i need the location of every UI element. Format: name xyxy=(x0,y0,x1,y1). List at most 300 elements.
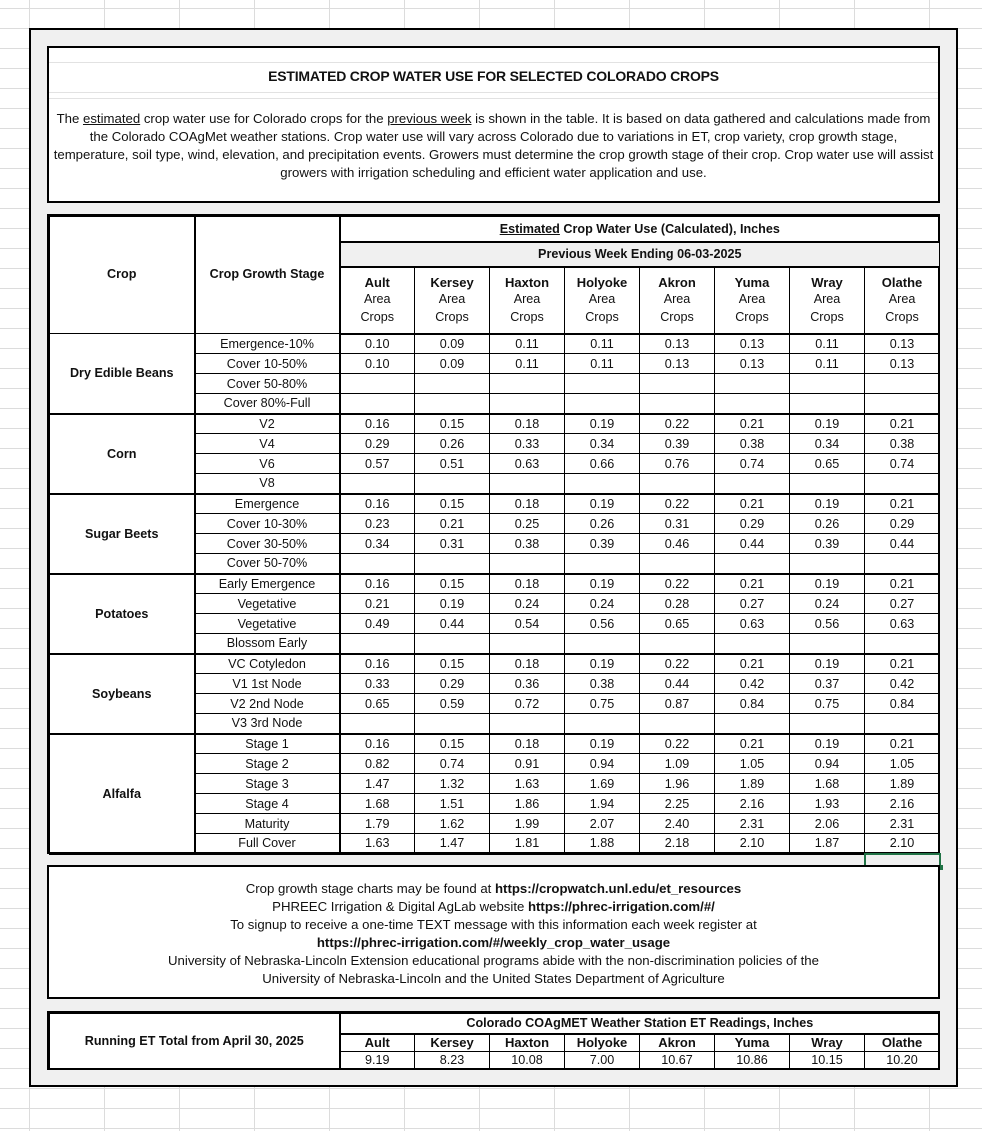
water-use-value: 0.21 xyxy=(415,514,490,534)
water-use-value: 0.29 xyxy=(715,514,790,534)
water-use-value: 1.89 xyxy=(715,774,790,794)
growth-stage-cell: Cover 30-50% xyxy=(195,534,340,554)
station-sub-crops: Crops xyxy=(885,309,919,324)
running-et-label: Running ET Total from April 30, 2025 xyxy=(50,1014,340,1069)
water-use-value: 0.33 xyxy=(490,434,565,454)
water-use-value: 0.24 xyxy=(565,594,640,614)
water-use-value: 0.37 xyxy=(790,674,865,694)
water-use-value: 0.22 xyxy=(640,494,715,514)
header-stage-label: Crop Growth Stage xyxy=(209,267,325,281)
water-use-value: 1.96 xyxy=(640,774,715,794)
water-use-value: 0.51 xyxy=(415,454,490,474)
station-name: Holyoke xyxy=(576,274,628,290)
growth-stage-cell: Stage 3 xyxy=(195,774,340,794)
et-station-holyoke: Holyoke xyxy=(565,1034,640,1052)
water-use-value: 0.13 xyxy=(865,334,940,354)
water-use-value: 0.56 xyxy=(790,614,865,634)
water-use-value: 2.40 xyxy=(640,814,715,834)
water-use-value: 0.28 xyxy=(640,594,715,614)
resource-line: University of Nebraska-Lincoln Extension educational programs abide with the non-discrimination policies of the xyxy=(168,953,819,968)
et-total-value: 9.19 xyxy=(340,1052,415,1069)
water-use-value: 2.25 xyxy=(640,794,715,814)
growth-stage-cell: Cover 10-30% xyxy=(195,514,340,534)
water-use-value: 0.21 xyxy=(865,574,940,594)
resources-text xyxy=(49,880,938,988)
water-use-value: 2.16 xyxy=(865,794,940,814)
crop-name-corn: Corn xyxy=(50,414,195,494)
water-use-value: 0.22 xyxy=(640,574,715,594)
water-use-value: 0.36 xyxy=(490,674,565,694)
water-use-value: 0.72 xyxy=(490,694,565,714)
water-use-value: 1.88 xyxy=(565,834,640,854)
water-use-value: 0.56 xyxy=(565,614,640,634)
water-use-value: 0.21 xyxy=(715,654,790,674)
water-use-value: 0.33 xyxy=(340,674,415,694)
growth-stage-cell: Stage 4 xyxy=(195,794,340,814)
water-use-value xyxy=(340,714,415,734)
water-use-value xyxy=(415,554,490,574)
water-use-value: 0.13 xyxy=(865,354,940,374)
water-use-value: 2.10 xyxy=(865,834,940,854)
growth-stage-cell: V8 xyxy=(195,474,340,494)
growth-stage-cell: V2 xyxy=(195,414,340,434)
water-use-value xyxy=(865,634,940,654)
water-use-value: 1.51 xyxy=(415,794,490,814)
crop-name-sugar-beets: Sugar Beets xyxy=(50,494,195,574)
water-use-value: 0.34 xyxy=(790,434,865,454)
table-row xyxy=(50,654,940,674)
cell-gridline xyxy=(49,92,938,93)
station-sub-crops: Crops xyxy=(660,309,694,324)
growth-stage-cell: VC Cotyledon xyxy=(195,654,340,674)
water-use-value: 0.27 xyxy=(865,594,940,614)
water-use-value: 0.76 xyxy=(640,454,715,474)
et-total-value: 7.00 xyxy=(565,1052,640,1069)
growth-stage-cell: Blossom Early xyxy=(195,634,340,654)
water-use-value: 1.09 xyxy=(640,754,715,774)
water-use-value: 0.44 xyxy=(415,614,490,634)
resource-line xyxy=(49,934,938,952)
water-use-value: 0.19 xyxy=(565,574,640,594)
water-use-value xyxy=(790,554,865,574)
water-use-value: 0.38 xyxy=(715,434,790,454)
water-use-value: 0.31 xyxy=(415,534,490,554)
intro-text: crop water use for Colorado crops for the xyxy=(140,111,388,126)
water-use-value: 1.62 xyxy=(415,814,490,834)
water-use-value: 0.74 xyxy=(865,454,940,474)
water-use-value xyxy=(490,634,565,654)
signup-link[interactable]: https://phrec-irrigation.com/#/weekly_crop_water_usage xyxy=(316,935,671,950)
header-station-yuma xyxy=(715,267,790,334)
water-use-value: 0.22 xyxy=(640,414,715,434)
water-use-value: 0.18 xyxy=(490,574,565,594)
water-use-value xyxy=(790,634,865,654)
water-use-value: 1.05 xyxy=(865,754,940,774)
water-use-value xyxy=(640,554,715,574)
station-sub-area: Area xyxy=(438,292,466,307)
report-title: ESTIMATED CROP WATER USE FOR SELECTED COLORADO CROPS xyxy=(268,68,719,84)
water-use-value: 0.87 xyxy=(640,694,715,714)
water-use-value: 2.31 xyxy=(865,814,940,834)
water-use-value xyxy=(715,394,790,414)
water-use-value xyxy=(865,474,940,494)
station-sub-crops: Crops xyxy=(435,309,469,324)
resource-line xyxy=(49,898,938,916)
water-use-value xyxy=(790,374,865,394)
et-readings-title: Colorado COAgMET Weather Station ET Readings, Inches xyxy=(340,1014,940,1034)
water-use-value: 1.05 xyxy=(715,754,790,774)
water-use-value xyxy=(565,634,640,654)
water-use-value: 0.19 xyxy=(565,494,640,514)
water-use-value: 0.23 xyxy=(340,514,415,534)
table-row xyxy=(50,494,940,514)
water-use-value: 0.54 xyxy=(490,614,565,634)
header-estimated-use xyxy=(340,217,940,242)
water-use-value: 2.06 xyxy=(790,814,865,834)
water-use-value: 1.86 xyxy=(490,794,565,814)
water-use-value: 1.68 xyxy=(790,774,865,794)
water-use-value xyxy=(640,714,715,734)
water-use-value: 0.13 xyxy=(640,334,715,354)
water-use-value: 0.21 xyxy=(715,734,790,754)
water-use-value xyxy=(640,374,715,394)
station-sub-crops: Crops xyxy=(585,309,619,324)
water-use-value: 0.26 xyxy=(565,514,640,534)
water-use-value: 0.22 xyxy=(640,734,715,754)
crop-name-dry-edible-beans: Dry Edible Beans xyxy=(50,334,195,414)
et-total-value: 10.86 xyxy=(715,1052,790,1069)
water-use-value: 0.19 xyxy=(790,734,865,754)
water-use-value: 0.21 xyxy=(865,654,940,674)
phrec-website-link[interactable]: https://phrec-irrigation.com/#/ xyxy=(527,899,715,914)
water-use-value: 0.19 xyxy=(790,654,865,674)
water-use-value xyxy=(340,374,415,394)
water-use-value: 0.57 xyxy=(340,454,415,474)
water-use-value: 0.65 xyxy=(340,694,415,714)
header-station-holyoke xyxy=(565,267,640,334)
intro-emphasis: previous week xyxy=(387,111,472,126)
growth-stage-cell: V3 3rd Node xyxy=(195,714,340,734)
table-row xyxy=(50,414,940,434)
water-use-value: 0.94 xyxy=(790,754,865,774)
growth-stage-cell: Vegetative xyxy=(195,594,340,614)
growth-stage-cell: V1 1st Node xyxy=(195,674,340,694)
water-use-value: 0.27 xyxy=(715,594,790,614)
water-use-value: 0.18 xyxy=(490,494,565,514)
et-station-yuma: Yuma xyxy=(715,1034,790,1052)
crop-name-potatoes: Potatoes xyxy=(50,574,195,654)
water-use-value xyxy=(715,474,790,494)
water-use-value: 0.13 xyxy=(715,334,790,354)
header-station-kersey xyxy=(415,267,490,334)
water-use-value: 0.29 xyxy=(340,434,415,454)
water-use-value: 0.19 xyxy=(790,574,865,594)
water-use-value xyxy=(865,394,940,414)
header-crop xyxy=(50,217,195,334)
et-total-value: 10.20 xyxy=(865,1052,940,1069)
water-use-value xyxy=(415,374,490,394)
et-total-value: 10.15 xyxy=(790,1052,865,1069)
water-use-value: 0.82 xyxy=(340,754,415,774)
resource-text: Crop growth stage charts may be found at xyxy=(245,881,495,896)
water-use-value xyxy=(490,394,565,414)
water-use-value xyxy=(640,394,715,414)
et-station-ault: Ault xyxy=(340,1034,415,1052)
resource-line: University of Nebraska-Lincoln and the United States Department of Agriculture xyxy=(262,971,725,986)
water-use-value: 0.63 xyxy=(490,454,565,474)
water-use-value: 0.19 xyxy=(415,594,490,614)
water-use-value: 0.16 xyxy=(340,734,415,754)
water-use-value xyxy=(715,714,790,734)
table-row xyxy=(50,734,940,754)
growth-stage-cell: Full Cover xyxy=(195,834,340,854)
water-use-value: 0.94 xyxy=(565,754,640,774)
water-use-value: 0.38 xyxy=(565,674,640,694)
water-use-value xyxy=(865,554,940,574)
water-use-value xyxy=(490,474,565,494)
header-station-ault xyxy=(340,267,415,334)
water-use-value: 1.87 xyxy=(790,834,865,854)
intro-box xyxy=(47,46,940,203)
intro-text: is shown in the table. It is based on data gathered and calculations made from the Colorado COAgMet weather stations. Crop water use will vary across Colorado due to variations in ET, crop variety, crop growth stage, temperature, soil type, wind, elevation, and precipitation events. Growers must determine the crop growth stage of their crop. Crop water use will assist growers with irrigation scheduling and efficient water application and use. xyxy=(53,111,934,180)
water-use-value: 0.19 xyxy=(790,494,865,514)
header-growth-stage xyxy=(195,217,340,334)
water-use-value: 0.21 xyxy=(715,574,790,594)
header-estimated-text: Crop Water Use (Calculated), Inches xyxy=(559,221,780,236)
water-use-value: 0.84 xyxy=(715,694,790,714)
water-use-value xyxy=(415,394,490,414)
water-use-value xyxy=(715,374,790,394)
water-use-value: 0.18 xyxy=(490,734,565,754)
growth-stage-cell: Cover 10-50% xyxy=(195,354,340,374)
water-use-value xyxy=(865,714,940,734)
water-use-value xyxy=(340,634,415,654)
table-row xyxy=(50,574,940,594)
station-sub-area: Area xyxy=(813,292,841,307)
growth-stage-cell: Cover 50-80% xyxy=(195,374,340,394)
water-use-value: 0.10 xyxy=(340,354,415,374)
water-use-value: 0.31 xyxy=(640,514,715,534)
water-use-value: 0.19 xyxy=(565,414,640,434)
water-use-value: 0.09 xyxy=(415,334,490,354)
growth-stage-cell: Stage 2 xyxy=(195,754,340,774)
et-total-value: 10.67 xyxy=(640,1052,715,1069)
et-station-wray: Wray xyxy=(790,1034,865,1052)
water-use-value: 0.44 xyxy=(715,534,790,554)
water-use-value xyxy=(715,634,790,654)
header-station-akron xyxy=(640,267,715,334)
water-use-value: 0.15 xyxy=(415,574,490,594)
header-crop-label: Crop xyxy=(107,267,137,281)
report-frame xyxy=(29,28,958,1087)
water-use-value: 0.21 xyxy=(715,414,790,434)
water-use-value xyxy=(790,394,865,414)
water-use-value: 0.15 xyxy=(415,734,490,754)
table-row xyxy=(50,334,940,354)
water-use-value: 0.24 xyxy=(790,594,865,614)
station-name: Ault xyxy=(364,274,390,290)
water-use-value: 1.89 xyxy=(865,774,940,794)
water-use-value: 0.44 xyxy=(640,674,715,694)
water-use-value: 1.47 xyxy=(415,834,490,854)
water-use-value: 0.21 xyxy=(865,494,940,514)
cell-gridline xyxy=(49,98,938,99)
water-use-value: 0.38 xyxy=(490,534,565,554)
station-sub-crops: Crops xyxy=(510,309,544,324)
water-use-value: 0.24 xyxy=(490,594,565,614)
water-use-value: 0.26 xyxy=(790,514,865,534)
header-week-ending: Previous Week Ending 06-03-2025 xyxy=(340,242,940,267)
water-use-value: 0.21 xyxy=(715,494,790,514)
water-use-value: 0.13 xyxy=(715,354,790,374)
water-use-value xyxy=(790,714,865,734)
water-use-value xyxy=(565,474,640,494)
water-use-value: 0.16 xyxy=(340,414,415,434)
water-use-value xyxy=(415,714,490,734)
water-use-value: 0.15 xyxy=(415,494,490,514)
station-sub-crops: Crops xyxy=(810,309,844,324)
water-use-value: 0.38 xyxy=(865,434,940,454)
growth-stage-cell: V2 2nd Node xyxy=(195,694,340,714)
water-use-value: 1.81 xyxy=(490,834,565,854)
water-use-value xyxy=(490,374,565,394)
station-sub-area: Area xyxy=(738,292,766,307)
water-use-value: 0.16 xyxy=(340,494,415,514)
et-totals-box xyxy=(47,1011,940,1070)
station-name: Haxton xyxy=(504,274,550,290)
et-total-value: 10.08 xyxy=(490,1052,565,1069)
station-name: Akron xyxy=(658,274,696,290)
header-station-haxton xyxy=(490,267,565,334)
cropwatch-link[interactable]: https://cropwatch.unl.edu/et_resources xyxy=(495,881,742,896)
water-use-value: 1.93 xyxy=(790,794,865,814)
water-use-value: 1.63 xyxy=(340,834,415,854)
water-use-value: 2.10 xyxy=(715,834,790,854)
resources-box xyxy=(47,865,940,999)
water-use-value xyxy=(640,474,715,494)
water-use-value: 0.74 xyxy=(415,754,490,774)
water-use-value xyxy=(490,554,565,574)
water-use-value: 2.18 xyxy=(640,834,715,854)
water-use-value: 0.65 xyxy=(640,614,715,634)
et-station-kersey: Kersey xyxy=(415,1034,490,1052)
water-use-value: 0.44 xyxy=(865,534,940,554)
water-use-value: 1.99 xyxy=(490,814,565,834)
water-use-value: 0.42 xyxy=(715,674,790,694)
et-station-akron: Akron xyxy=(640,1034,715,1052)
water-use-value: 0.26 xyxy=(415,434,490,454)
et-station-haxton: Haxton xyxy=(490,1034,565,1052)
water-use-value: 0.16 xyxy=(340,574,415,594)
growth-stage-cell: Early Emergence xyxy=(195,574,340,594)
resource-line xyxy=(49,880,938,898)
water-use-value: 0.75 xyxy=(565,694,640,714)
growth-stage-cell: V6 xyxy=(195,454,340,474)
resource-line: To signup to receive a one-time TEXT message with this information each week register at xyxy=(230,917,757,932)
water-use-value: 0.11 xyxy=(490,334,565,354)
resource-text: PHREEC Irrigation & Digital AgLab website xyxy=(272,899,528,914)
crop-name-alfalfa: Alfalfa xyxy=(50,734,195,854)
water-use-value: 1.69 xyxy=(565,774,640,794)
water-use-value xyxy=(415,474,490,494)
water-use-value: 0.91 xyxy=(490,754,565,774)
water-use-value: 0.11 xyxy=(790,334,865,354)
water-use-value: 0.21 xyxy=(865,734,940,754)
et-total-value: 8.23 xyxy=(415,1052,490,1069)
water-use-value: 0.16 xyxy=(340,654,415,674)
water-use-value: 0.19 xyxy=(790,414,865,434)
et-station-olathe: Olathe xyxy=(865,1034,940,1052)
growth-stage-cell: Emergence-10% xyxy=(195,334,340,354)
water-use-value: 0.46 xyxy=(640,534,715,554)
header-estimated-emphasis: Estimated xyxy=(499,221,560,236)
water-use-value: 0.84 xyxy=(865,694,940,714)
station-name: Wray xyxy=(811,274,843,290)
water-use-value xyxy=(715,554,790,574)
water-use-value: 0.19 xyxy=(565,734,640,754)
water-use-value: 1.68 xyxy=(340,794,415,814)
station-name: Yuma xyxy=(734,274,770,290)
growth-stage-cell: Maturity xyxy=(195,814,340,834)
water-use-value xyxy=(340,394,415,414)
water-use-value: 0.15 xyxy=(415,654,490,674)
water-use-value xyxy=(565,394,640,414)
water-use-value xyxy=(415,634,490,654)
water-use-value: 0.59 xyxy=(415,694,490,714)
water-use-value: 0.39 xyxy=(790,534,865,554)
water-use-value: 0.42 xyxy=(865,674,940,694)
water-use-value: 0.11 xyxy=(565,334,640,354)
water-use-value: 0.29 xyxy=(865,514,940,534)
intro-paragraph xyxy=(51,110,936,182)
water-use-value: 1.79 xyxy=(340,814,415,834)
water-use-value: 0.21 xyxy=(865,414,940,434)
water-use-value: 2.07 xyxy=(565,814,640,834)
water-use-value: 0.09 xyxy=(415,354,490,374)
water-use-value xyxy=(565,714,640,734)
intro-text: The xyxy=(56,111,83,126)
station-sub-area: Area xyxy=(363,292,391,307)
water-use-value: 0.39 xyxy=(640,434,715,454)
crop-water-use-table-box xyxy=(47,214,940,854)
water-use-value: 1.63 xyxy=(490,774,565,794)
station-name: Kersey xyxy=(430,274,474,290)
water-use-value: 0.66 xyxy=(565,454,640,474)
station-sub-crops: Crops xyxy=(360,309,395,324)
water-use-value: 0.29 xyxy=(415,674,490,694)
water-use-value: 0.11 xyxy=(790,354,865,374)
water-use-value: 0.11 xyxy=(565,354,640,374)
water-use-value xyxy=(565,374,640,394)
station-sub-area: Area xyxy=(588,292,616,307)
water-use-value: 0.25 xyxy=(490,514,565,534)
water-use-value: 0.11 xyxy=(490,354,565,374)
crop-name-soybeans: Soybeans xyxy=(50,654,195,734)
water-use-value: 0.74 xyxy=(715,454,790,474)
water-use-value: 0.19 xyxy=(565,654,640,674)
station-sub-area: Area xyxy=(663,292,691,307)
water-use-value xyxy=(865,374,940,394)
water-use-value xyxy=(340,474,415,494)
water-use-value: 0.21 xyxy=(340,594,415,614)
water-use-value: 1.47 xyxy=(340,774,415,794)
water-use-value xyxy=(640,634,715,654)
water-use-value: 0.75 xyxy=(790,694,865,714)
header-station-olathe xyxy=(865,267,940,334)
water-use-value xyxy=(340,554,415,574)
water-use-value: 0.63 xyxy=(715,614,790,634)
growth-stage-cell: Cover 80%-Full xyxy=(195,394,340,414)
